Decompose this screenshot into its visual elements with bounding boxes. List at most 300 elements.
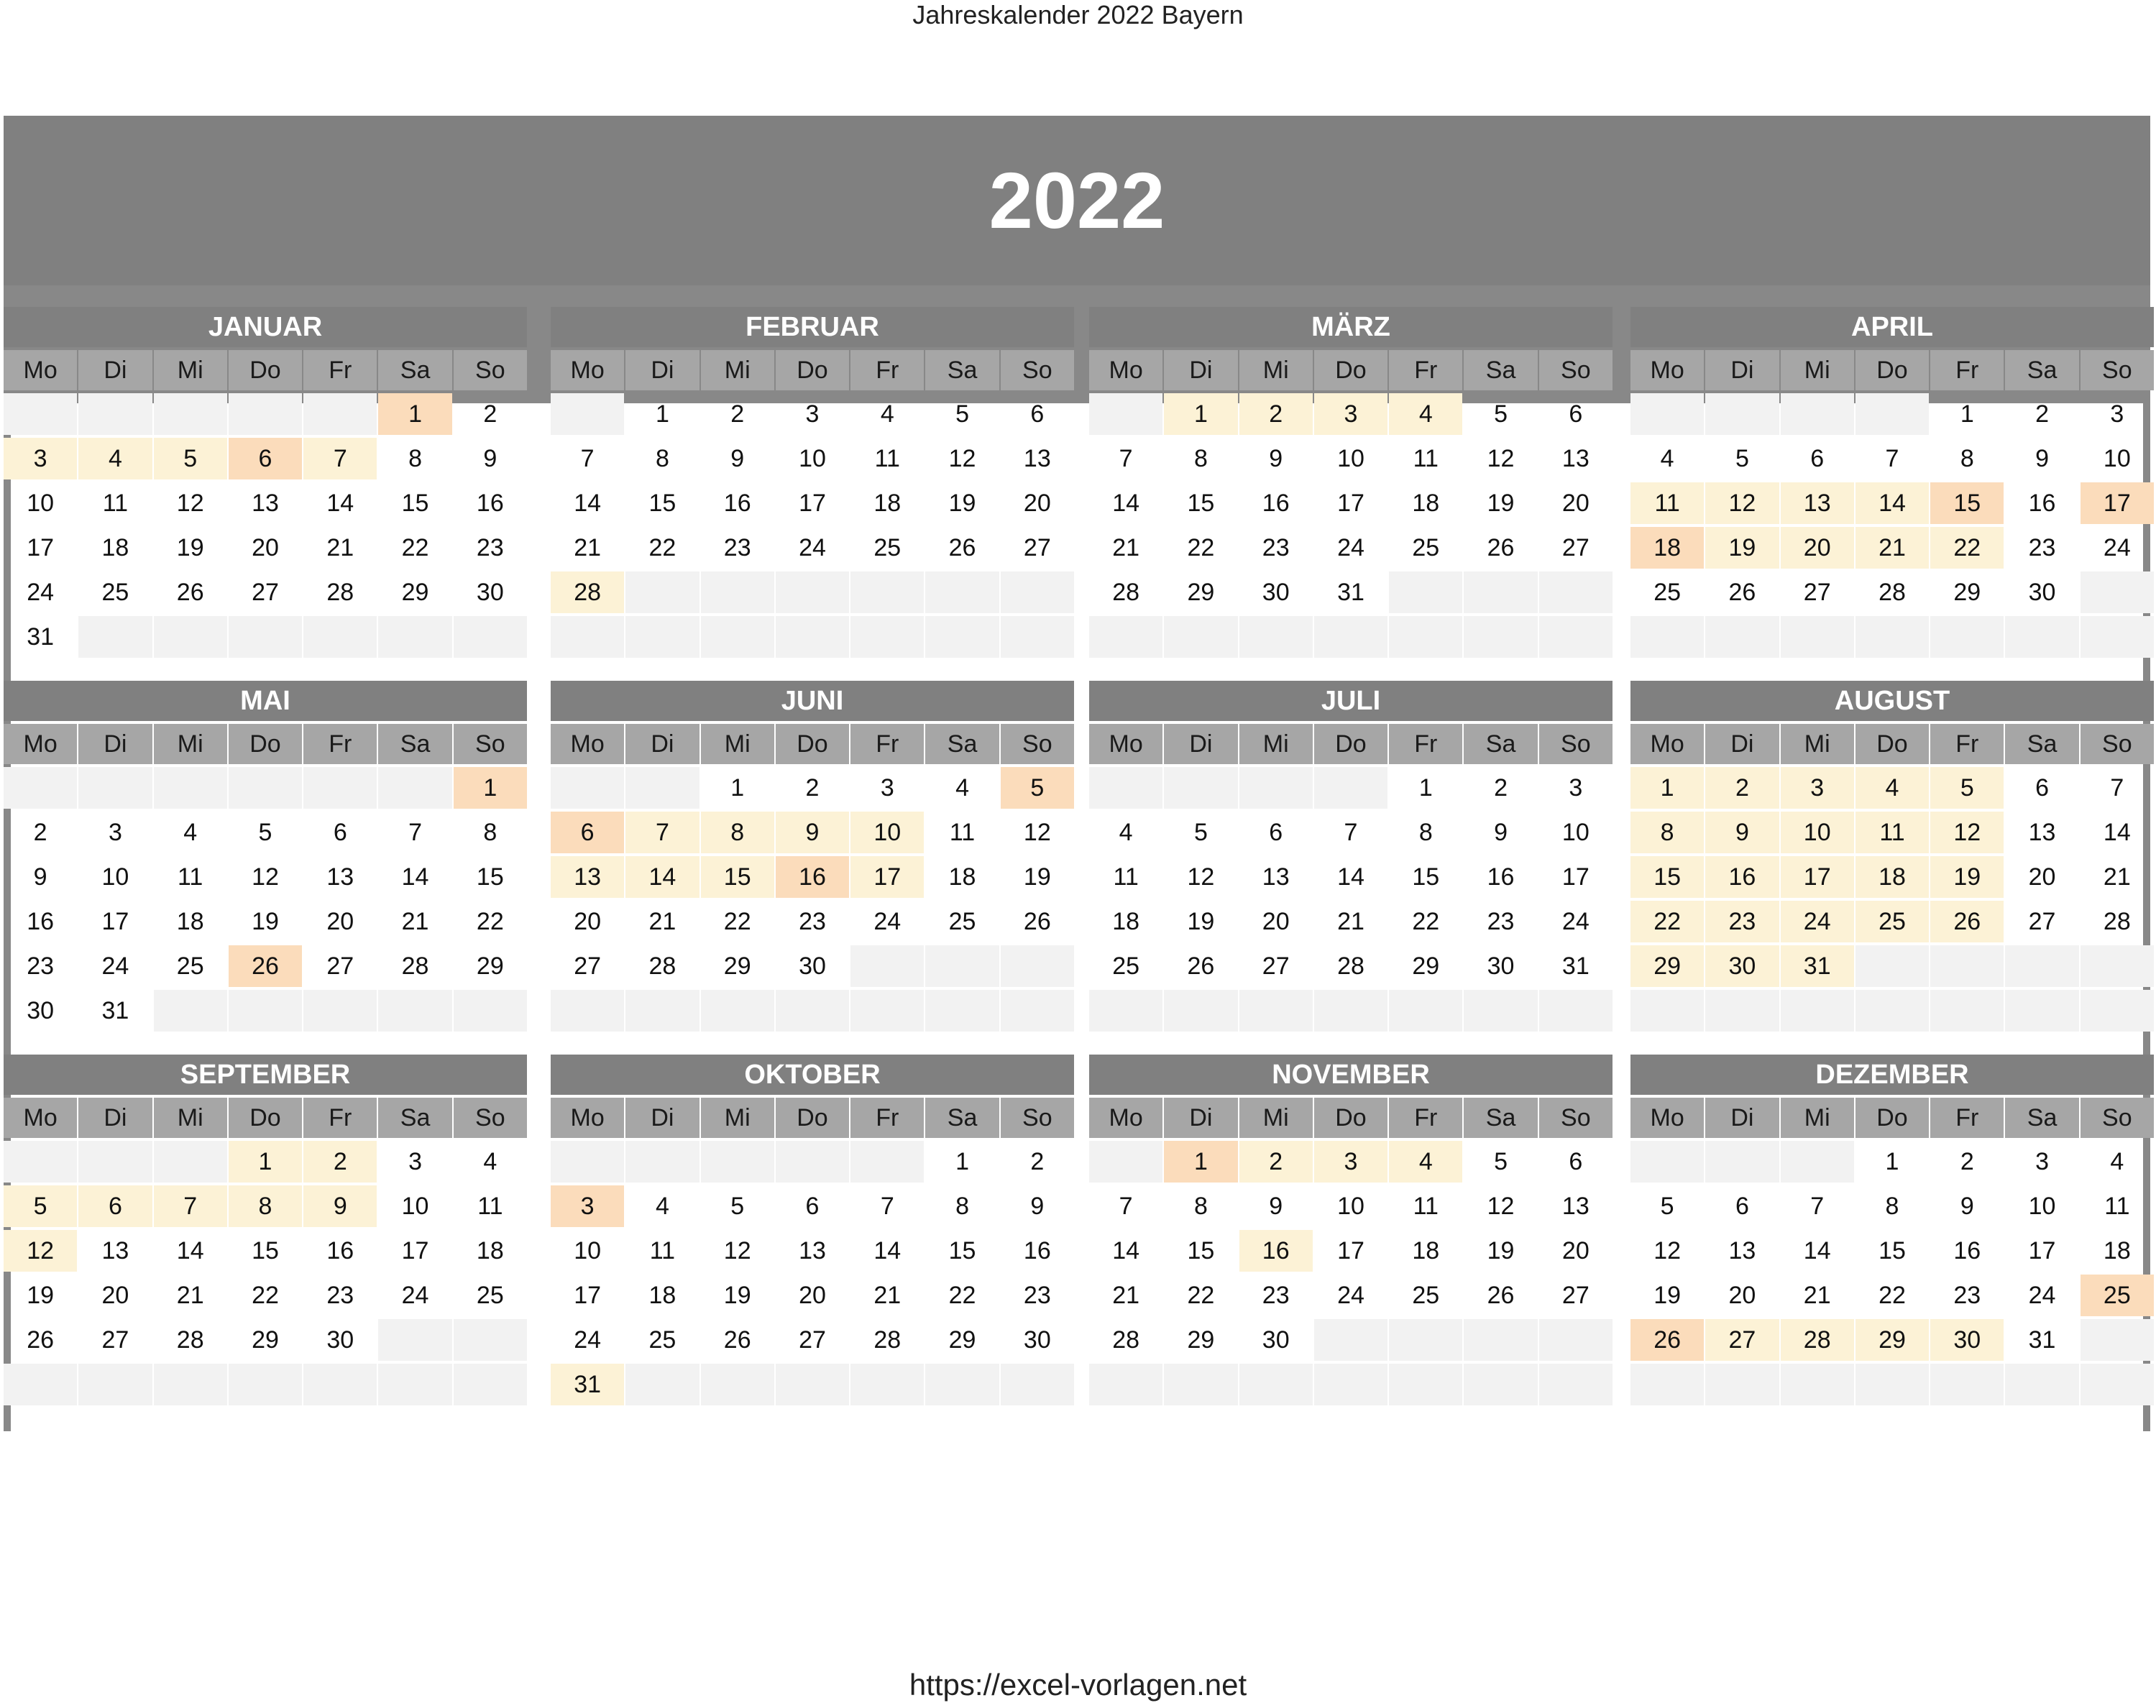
- empty-day-cell: [1314, 990, 1387, 1032]
- day-cell: 24: [799, 533, 826, 561]
- weekday-header: Mi: [154, 350, 227, 390]
- weekday-header: So: [2081, 724, 2154, 764]
- day-cell: 17: [1561, 863, 1590, 891]
- day-cell: 3: [2035, 1147, 2050, 1175]
- day-cell: 12: [176, 489, 204, 517]
- month-dezember: [1630, 1055, 2154, 1405]
- empty-day-cell: [1001, 990, 1074, 1032]
- weekday-header: Di: [625, 1098, 699, 1138]
- school-holiday-cell: 21: [1855, 527, 1929, 569]
- day-cell: 16: [1262, 489, 1290, 517]
- day-cell: 8: [1885, 1192, 1899, 1220]
- weekday-header: Mi: [701, 1098, 774, 1138]
- day-cell: 30: [799, 952, 826, 980]
- day-cell: 27: [326, 952, 354, 980]
- day-cell: 11: [102, 489, 129, 517]
- empty-day-cell: [78, 616, 152, 658]
- empty-day-cell: [850, 1364, 924, 1405]
- day-cell: 9: [1269, 444, 1283, 472]
- empty-day-cell: [1001, 571, 1074, 613]
- weekday-header: Do: [229, 724, 302, 764]
- school-holiday-cell: 31: [1781, 945, 1854, 987]
- empty-day-cell: [1464, 1364, 1537, 1405]
- day-cell: 8: [1960, 444, 1974, 472]
- empty-day-cell: [154, 767, 227, 809]
- day-cell: 8: [655, 444, 669, 472]
- weekday-header: Fr: [303, 1098, 377, 1138]
- day-cell: 11: [178, 863, 203, 891]
- day-cell: 11: [1113, 863, 1139, 891]
- empty-day-cell: [1781, 990, 1854, 1032]
- day-cell: 3: [108, 818, 122, 846]
- month-grid: [1089, 721, 1613, 1032]
- month-november: [1089, 1055, 1613, 1405]
- weekday-header: Mi: [1239, 724, 1313, 764]
- day-cell: 21: [574, 533, 602, 561]
- day-cell: 26: [1023, 907, 1051, 935]
- month-grid: [551, 1095, 1074, 1405]
- day-cell: 25: [101, 578, 129, 606]
- weekday-header: Di: [625, 724, 699, 764]
- school-holiday-cell: 22: [1630, 901, 1704, 942]
- school-holiday-cell: 12: [1930, 812, 2004, 853]
- school-holiday-cell: 30: [1930, 1319, 2004, 1361]
- empty-day-cell: [850, 945, 924, 987]
- day-cell: 28: [1112, 1326, 1140, 1354]
- empty-day-cell: [303, 767, 377, 809]
- month-märz: [1089, 307, 1613, 658]
- day-cell: 23: [1023, 1281, 1051, 1309]
- day-cell: 29: [401, 578, 429, 606]
- day-cell: 18: [1412, 1236, 1440, 1264]
- weekday-header: Fr: [303, 350, 377, 390]
- month-title: AUGUST: [1630, 681, 2154, 721]
- month-mai: [4, 681, 527, 1032]
- day-cell: 9: [1960, 1192, 1974, 1220]
- empty-day-cell: [1314, 616, 1387, 658]
- empty-day-cell: [625, 616, 699, 658]
- empty-day-cell: [2005, 616, 2078, 658]
- day-cell: 18: [101, 533, 129, 561]
- empty-day-cell: [1630, 990, 1704, 1032]
- month-grid: [1089, 347, 1613, 658]
- day-cell: 20: [799, 1281, 826, 1309]
- day-cell: 31: [1337, 578, 1364, 606]
- day-cell: 31: [101, 996, 129, 1024]
- empty-day-cell: [1930, 990, 2004, 1032]
- weekday-header: So: [1539, 724, 1613, 764]
- day-cell: 27: [1023, 533, 1051, 561]
- empty-day-cell: [2005, 1364, 2078, 1405]
- empty-day-cell: [1781, 393, 1854, 435]
- weekday-header: Do: [229, 350, 302, 390]
- day-cell: 6: [333, 818, 347, 846]
- day-cell: 25: [1112, 952, 1140, 980]
- empty-day-cell: [776, 1364, 849, 1405]
- empty-day-cell: [1239, 990, 1313, 1032]
- public-holiday-cell: 5: [1001, 767, 1074, 809]
- weekday-header: Do: [1855, 1098, 1929, 1138]
- school-holiday-cell: 9: [776, 812, 849, 853]
- day-cell: 5: [1735, 444, 1749, 472]
- day-cell: 3: [880, 773, 894, 802]
- school-holiday-cell: 26: [1930, 901, 2004, 942]
- empty-day-cell: [1539, 990, 1613, 1032]
- day-cell: 30: [1487, 952, 1515, 980]
- school-holiday-cell: 19: [1930, 856, 2004, 898]
- empty-day-cell: [2005, 990, 2078, 1032]
- day-cell: 24: [27, 578, 55, 606]
- day-cell: 13: [1561, 444, 1590, 472]
- day-cell: 15: [1187, 489, 1215, 517]
- empty-day-cell: [303, 393, 377, 435]
- school-holiday-cell: 13: [1781, 482, 1854, 524]
- empty-day-cell: [1314, 767, 1387, 809]
- public-holiday-cell: 16: [776, 856, 849, 898]
- weekday-header: So: [1001, 350, 1074, 390]
- day-cell: 28: [1112, 578, 1140, 606]
- empty-day-cell: [1089, 767, 1162, 809]
- weekday-header: Sa: [1464, 724, 1537, 764]
- day-cell: 10: [574, 1236, 602, 1264]
- weekday-header: Sa: [2005, 724, 2078, 764]
- day-cell: 20: [574, 907, 602, 935]
- day-cell: 21: [2103, 863, 2131, 891]
- day-cell: 16: [476, 489, 504, 517]
- day-cell: 21: [176, 1281, 204, 1309]
- day-cell: 20: [1561, 489, 1590, 517]
- day-cell: 21: [1803, 1281, 1831, 1309]
- month-title: JUNI: [551, 681, 1074, 721]
- day-cell: 22: [1412, 907, 1440, 935]
- school-holiday-cell: 14: [625, 856, 699, 898]
- day-cell: 1: [1960, 400, 1974, 428]
- weekday-header: Do: [776, 350, 849, 390]
- day-cell: 15: [476, 863, 504, 891]
- footer-url[interactable]: https://excel-vorlagen.net: [909, 1668, 1247, 1702]
- day-cell: 25: [1412, 533, 1440, 561]
- month-juni: [551, 681, 1074, 1032]
- day-cell: 26: [948, 533, 976, 561]
- empty-day-cell: [1239, 767, 1313, 809]
- day-cell: 2: [1960, 1147, 1974, 1175]
- day-cell: 13: [101, 1236, 129, 1264]
- day-cell: 12: [1187, 863, 1215, 891]
- day-cell: 5: [730, 1192, 745, 1220]
- weekday-header: So: [1001, 1098, 1074, 1138]
- day-cell: 18: [176, 907, 204, 935]
- day-cell: 24: [401, 1281, 429, 1309]
- day-cell: 4: [955, 773, 970, 802]
- day-cell: 12: [1487, 1192, 1515, 1220]
- school-holiday-cell: 31: [551, 1364, 624, 1405]
- month-grid: [4, 347, 527, 658]
- weekday-header: Mo: [4, 724, 77, 764]
- day-cell: 17: [1337, 489, 1364, 517]
- month-grid: [4, 1095, 527, 1405]
- school-holiday-cell: 6: [78, 1185, 152, 1227]
- day-cell: 18: [476, 1236, 504, 1264]
- weekday-header: Di: [1705, 1098, 1779, 1138]
- school-holiday-cell: 28: [551, 571, 624, 613]
- day-cell: 6: [1569, 1147, 1583, 1175]
- empty-day-cell: [850, 1141, 924, 1183]
- empty-day-cell: [4, 1141, 77, 1183]
- day-cell: 7: [1119, 1192, 1133, 1220]
- public-holiday-cell: 26: [229, 945, 302, 987]
- school-holiday-cell: 27: [1705, 1319, 1779, 1361]
- empty-day-cell: [1930, 616, 2004, 658]
- public-holiday-cell: 1: [378, 393, 451, 435]
- empty-day-cell: [1630, 616, 1704, 658]
- weekday-header: Sa: [378, 350, 451, 390]
- school-holiday-cell: 8: [1630, 812, 1704, 853]
- day-cell: 13: [1561, 1192, 1590, 1220]
- day-cell: 20: [1561, 1236, 1590, 1264]
- day-cell: 16: [1953, 1236, 1981, 1264]
- day-cell: 21: [648, 907, 676, 935]
- empty-day-cell: [701, 990, 774, 1032]
- empty-day-cell: [625, 767, 699, 809]
- empty-day-cell: [925, 571, 999, 613]
- month-grid: [551, 721, 1074, 1032]
- empty-day-cell: [1855, 616, 1929, 658]
- day-cell: 13: [799, 1236, 826, 1264]
- day-cell: 14: [326, 489, 354, 517]
- day-cell: 20: [101, 1281, 129, 1309]
- empty-day-cell: [1855, 945, 1929, 987]
- weekday-header: Mo: [1630, 724, 1704, 764]
- day-cell: 29: [1412, 952, 1440, 980]
- weekday-header: Mi: [701, 350, 774, 390]
- empty-day-cell: [1930, 945, 2004, 987]
- day-cell: 28: [401, 952, 429, 980]
- school-holiday-cell: 7: [154, 1185, 227, 1227]
- day-cell: 2: [33, 818, 47, 846]
- weekday-header: Fr: [303, 724, 377, 764]
- day-cell: 16: [723, 489, 751, 517]
- day-cell: 22: [648, 533, 676, 561]
- school-holiday-cell: 4: [1389, 1141, 1462, 1183]
- empty-day-cell: [1539, 1319, 1613, 1361]
- school-holiday-cell: 10: [850, 812, 924, 853]
- school-holiday-cell: 22: [1930, 527, 2004, 569]
- school-holiday-cell: 4: [1389, 393, 1462, 435]
- school-holiday-cell: 2: [1705, 767, 1779, 809]
- school-holiday-cell: 3: [1314, 1141, 1387, 1183]
- empty-day-cell: [551, 393, 624, 435]
- day-cell: 26: [1487, 1281, 1515, 1309]
- month-september: [4, 1055, 527, 1405]
- weekday-header: Fr: [850, 1098, 924, 1138]
- day-cell: 16: [1023, 1236, 1051, 1264]
- day-cell: 10: [799, 444, 826, 472]
- weekday-header: Di: [1164, 724, 1237, 764]
- day-cell: 29: [723, 952, 751, 980]
- day-cell: 6: [1810, 444, 1825, 472]
- day-cell: 29: [1187, 578, 1215, 606]
- weekday-header: Mi: [1781, 724, 1854, 764]
- day-cell: 7: [408, 818, 423, 846]
- weekday-header: So: [454, 724, 527, 764]
- public-holiday-cell: 26: [1630, 1319, 1704, 1361]
- empty-day-cell: [551, 767, 624, 809]
- day-cell: 9: [1494, 818, 1508, 846]
- day-cell: 4: [483, 1147, 497, 1175]
- weekday-header: Sa: [1464, 1098, 1537, 1138]
- empty-day-cell: [229, 990, 302, 1032]
- month-grid: [1089, 1095, 1613, 1405]
- day-cell: 25: [1653, 578, 1682, 606]
- day-cell: 14: [1112, 489, 1140, 517]
- day-cell: 6: [2035, 773, 2050, 802]
- weekday-header: Do: [776, 1098, 849, 1138]
- day-cell: 23: [2028, 533, 2056, 561]
- month-grid: [551, 347, 1074, 658]
- day-cell: 21: [1112, 1281, 1140, 1309]
- empty-day-cell: [154, 616, 227, 658]
- empty-day-cell: [551, 1141, 624, 1183]
- day-cell: 22: [1187, 533, 1215, 561]
- day-cell: 22: [476, 907, 504, 935]
- day-cell: 11: [874, 444, 900, 472]
- day-cell: 19: [1487, 1236, 1515, 1264]
- day-cell: 15: [401, 489, 429, 517]
- weekday-header: Mo: [551, 1098, 624, 1138]
- school-holiday-cell: 5: [154, 438, 227, 479]
- school-holiday-cell: 9: [303, 1185, 377, 1227]
- school-holiday-cell: 29: [1855, 1319, 1929, 1361]
- day-cell: 11: [1413, 444, 1439, 472]
- day-cell: 14: [1112, 1236, 1140, 1264]
- weekday-header: Do: [1314, 724, 1387, 764]
- day-cell: 9: [730, 444, 745, 472]
- empty-day-cell: [1855, 1364, 1929, 1405]
- day-cell: 4: [655, 1192, 669, 1220]
- day-cell: 6: [1269, 818, 1283, 846]
- weekday-header: Do: [1855, 350, 1929, 390]
- day-cell: 5: [1660, 1192, 1674, 1220]
- day-cell: 24: [1337, 1281, 1364, 1309]
- empty-day-cell: [1781, 616, 1854, 658]
- school-holiday-cell: 3: [4, 438, 77, 479]
- weekday-header: Mo: [551, 350, 624, 390]
- weekday-header: Fr: [1389, 350, 1462, 390]
- empty-day-cell: [154, 1141, 227, 1183]
- empty-day-cell: [78, 1364, 152, 1405]
- school-holiday-cell: 11: [1630, 482, 1704, 524]
- school-holiday-cell: 9: [1705, 812, 1779, 853]
- day-cell: 30: [476, 578, 504, 606]
- day-cell: 28: [1337, 952, 1364, 980]
- empty-day-cell: [1464, 990, 1537, 1032]
- empty-day-cell: [2081, 616, 2154, 658]
- month-title: DEZEMBER: [1630, 1055, 2154, 1095]
- day-cell: 4: [880, 400, 894, 428]
- school-holiday-cell: 19: [1705, 527, 1779, 569]
- school-holiday-cell: 12: [4, 1230, 77, 1272]
- day-cell: 14: [1803, 1236, 1831, 1264]
- day-cell: 25: [176, 952, 204, 980]
- empty-day-cell: [850, 616, 924, 658]
- month-title: MÄRZ: [1089, 307, 1613, 347]
- day-cell: 17: [27, 533, 55, 561]
- empty-day-cell: [1089, 990, 1162, 1032]
- day-cell: 23: [1487, 907, 1515, 935]
- day-cell: 14: [401, 863, 429, 891]
- day-cell: 7: [580, 444, 595, 472]
- weekday-header: Do: [1314, 350, 1387, 390]
- day-cell: 18: [2103, 1236, 2131, 1264]
- empty-day-cell: [1705, 1141, 1779, 1183]
- day-cell: 26: [176, 578, 204, 606]
- public-holiday-cell: 6: [229, 438, 302, 479]
- day-cell: 15: [1412, 863, 1440, 891]
- day-cell: 5: [1494, 1147, 1508, 1175]
- day-cell: 17: [799, 489, 826, 517]
- day-cell: 26: [1728, 578, 1756, 606]
- day-cell: 20: [326, 907, 354, 935]
- school-holiday-cell: 5: [4, 1185, 77, 1227]
- day-cell: 24: [574, 1326, 602, 1354]
- empty-day-cell: [1239, 616, 1313, 658]
- month-august: [1630, 681, 2154, 1032]
- day-cell: 18: [948, 863, 976, 891]
- school-holiday-cell: 3: [1781, 767, 1854, 809]
- day-cell: 7: [1810, 1192, 1825, 1220]
- empty-day-cell: [625, 1364, 699, 1405]
- day-cell: 1: [730, 773, 745, 802]
- public-holiday-cell: 15: [1930, 482, 2004, 524]
- weekday-header: Mi: [1239, 1098, 1313, 1138]
- day-cell: 17: [2028, 1236, 2056, 1264]
- weekday-header: Mi: [154, 724, 227, 764]
- day-cell: 4: [1119, 818, 1133, 846]
- day-cell: 27: [1561, 1281, 1590, 1309]
- day-cell: 23: [723, 533, 751, 561]
- day-cell: 17: [1337, 1236, 1364, 1264]
- month-juli: [1089, 681, 1613, 1032]
- day-cell: 4: [1660, 444, 1674, 472]
- day-cell: 28: [326, 578, 354, 606]
- public-holiday-cell: 18: [1630, 527, 1704, 569]
- public-holiday-cell: 25: [2081, 1275, 2154, 1316]
- weekday-header: Mi: [1239, 350, 1313, 390]
- day-cell: 16: [27, 907, 55, 935]
- day-cell: 15: [948, 1236, 976, 1264]
- day-cell: 15: [1879, 1236, 1906, 1264]
- day-cell: 30: [2028, 578, 2056, 606]
- day-cell: 24: [1337, 533, 1364, 561]
- month-grid: [1630, 721, 2154, 1032]
- day-cell: 20: [1728, 1281, 1756, 1309]
- day-cell: 11: [649, 1236, 676, 1264]
- weekday-header: So: [1539, 350, 1613, 390]
- day-cell: 2: [1030, 1147, 1045, 1175]
- day-cell: 21: [1337, 907, 1364, 935]
- weekday-header: Sa: [925, 724, 999, 764]
- day-cell: 22: [948, 1281, 976, 1309]
- day-cell: 3: [1569, 773, 1583, 802]
- empty-day-cell: [454, 1364, 527, 1405]
- empty-day-cell: [78, 767, 152, 809]
- empty-day-cell: [1855, 393, 1929, 435]
- empty-day-cell: [925, 1364, 999, 1405]
- empty-day-cell: [1389, 571, 1462, 613]
- school-holiday-cell: 8: [229, 1185, 302, 1227]
- weekday-header: Mo: [551, 724, 624, 764]
- school-holiday-cell: 30: [1705, 945, 1779, 987]
